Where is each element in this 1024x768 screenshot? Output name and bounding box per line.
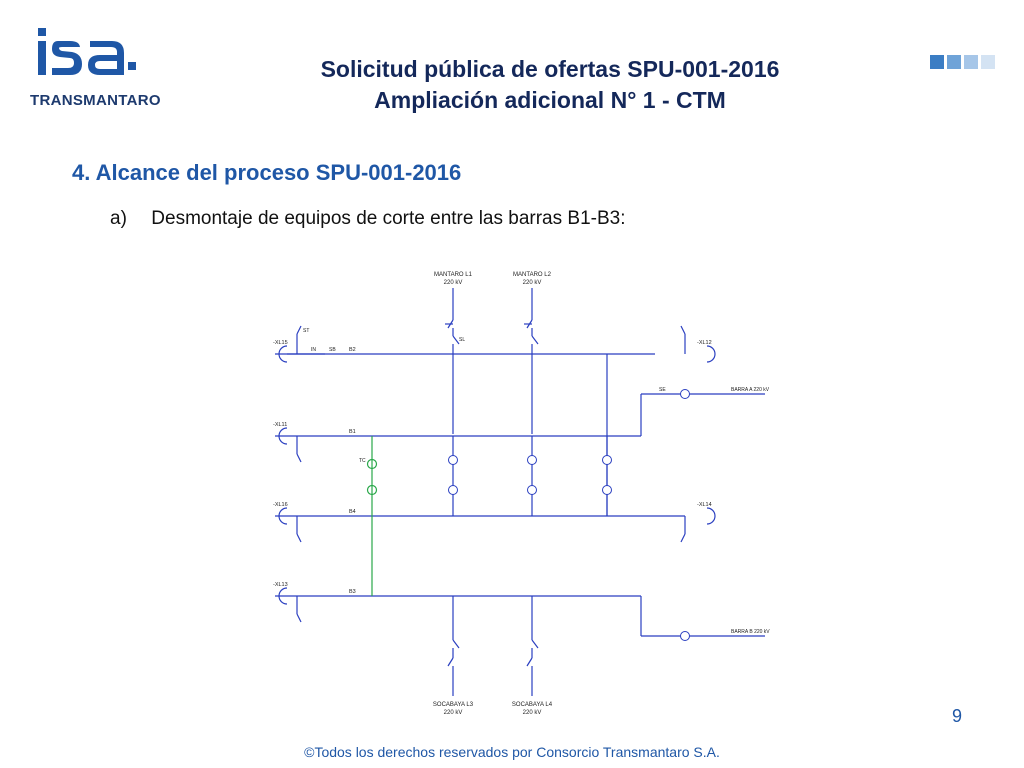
feeder-label-xl16: -XL16 [273,502,288,508]
device-label-in: IN [311,347,316,353]
bus-label-b3: B3 [349,589,356,595]
square-1 [930,55,944,69]
device-label-st: ST [303,328,310,334]
company-logo [30,28,190,118]
device-label-sl: SL [459,337,466,343]
isa-logo-mark [36,28,156,86]
decorative-squares [930,55,995,69]
device-label-tc: TC [359,458,366,464]
square-4 [981,55,995,69]
feeder-label-xl12: -XL12 [697,340,712,346]
bottom-line-2-voltage: 220 kV [522,710,542,716]
bus-label-b1: B1 [349,429,356,435]
page-number: 9 [952,706,963,726]
bus-label-b4: B4 [349,509,356,515]
feeder-label-xl11: -XL11 [273,422,288,428]
footer-copyright: ©Todos los derechos reservados por Consorcio Transmantaro S.A. [304,744,720,760]
section-heading: 4. Alcance del proceso SPU-001-2016 [72,160,462,185]
bus-label-b2: B2 [349,347,356,353]
square-2 [947,55,961,69]
bottom-line-1-voltage: 220 kV [443,710,463,716]
top-line-1-name: MANTARO L1 [434,272,472,278]
list-item-text: Desmontaje de equipos de corte entre las barras B1-B3: [151,208,626,229]
list-item-label: a) [110,208,127,229]
list-item [110,208,626,230]
page-title-line1: Solicitud pública de ofertas SPU-001-2016 [320,56,780,82]
top-line-1-voltage: 220 kV [443,280,463,286]
feeder-label-xl13: -XL13 [273,582,288,588]
logo-subtitle: TRANSMANTARO [30,92,161,109]
device-label-sb: SB [329,347,336,353]
top-line-2-voltage: 220 kV [522,280,542,286]
square-3 [964,55,978,69]
barra-a-ref: BARRA A 220 kV [731,387,770,393]
bottom-line-2-name: SOCABAYA L4 [511,702,553,708]
top-line-2-name: MANTARO L2 [513,272,551,278]
page-title-line2: Ampliación adicional N° 1 - CTM [374,87,726,113]
device-label-se: SE [659,387,666,393]
barra-b-ref: BARRA B 220 kV [731,629,770,635]
single-line-diagram [245,268,785,718]
bottom-line-1-name: SOCABAYA L3 [432,702,474,708]
feeder-label-xl15: -XL15 [273,340,288,346]
feeder-label-xl14: -XL14 [697,502,712,508]
